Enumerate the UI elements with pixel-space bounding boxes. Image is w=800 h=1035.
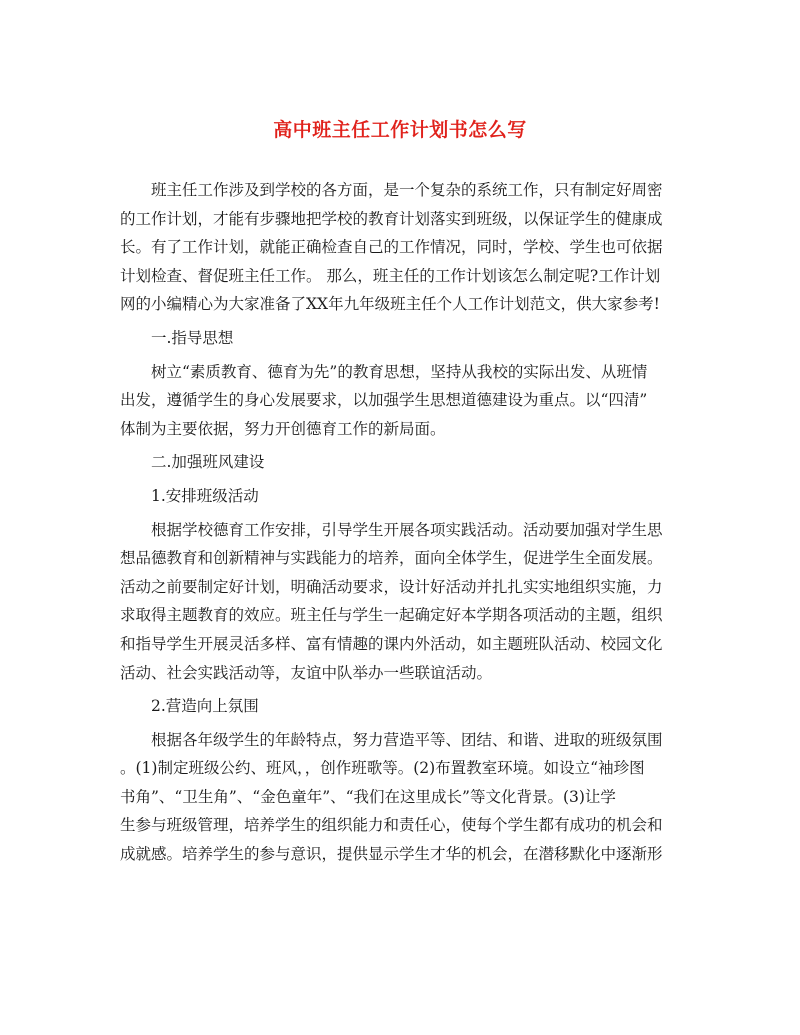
intro-paragraph: 班主任工作涉及到学校的各方面，是一个复杂的系统工作，只有制定好周密 的工作计划，才能有步骤地把学校的教育计划落实到班级，以保证学生的健康成 长。有了工作计划，就能正确检查自己的工作情况，同时，学校、学生也可依据 计划检查、督促班主任工作。 那么，班主任的工作计划该怎么制定呢?工作计划 网的小编精心为大家准备了XX年九年级班主任个人工作计划范文，供大家参考! [120, 181, 663, 314]
subsection-body-atmosphere: 根据各年级学生的年龄特点，努力营造平等、团结、和谐、进取的班级氛围 。(1)制定班级公约、班风，，创作班歌等。(2)布置教室环境。如设立“袖珍图 书角”、“卫生角”、“金色童年”、“我们在这里成长”等文化背景。(3)让学 生参与班级管理，培养学生的组织能力和责任心，使每个学生都有成功的机会和 成就感。培养学生的参与意识，提供显示学生才华的机会，在潜移默化中逐渐形 [120, 730, 663, 864]
section-heading-guiding-thought: 一.指导思想 [151, 328, 234, 347]
section-body-guiding-thought: 树立“素质教育、德育为先”的教育思想，坚持从我校的实际出发、从班情 出发，遵循学生的身心发展要求，以加强学生思想道德建设为重点。以“四清” 体制为主要依据，努力开创德育工作的新局面。 [120, 362, 648, 438]
subsection-body-class-activities: 根据学校德育工作安排，引导学生开展各项实践活动。活动要加强对学生思 想品德教育和创新精神与实践能力的培养，面向全体学生，促进学生全面发展。 活动之前要制定好计划，明确活动要求，设计好活动并扎扎实实地组织实施，力 求取得主题教育的效应。班主任与学生一起确定好本学期各项活动的主题，组织 和指导学生开展灵活多样、富有情趣的课内外活动，如主题班队活动、校园文化 活动、社会实践活动等，友谊中队举办一些联谊活动。 [120, 520, 663, 682]
subsection-heading-atmosphere: 2.营造向上氛围 [151, 697, 259, 716]
subsection-heading-class-activities: 1.安排班级活动 [151, 486, 259, 505]
document-body [120, 176, 680, 874]
section-heading-class-style: 二.加强班风建设 [151, 453, 265, 472]
document-title: 高中班主任工作计划书怎么写 [273, 119, 527, 141]
